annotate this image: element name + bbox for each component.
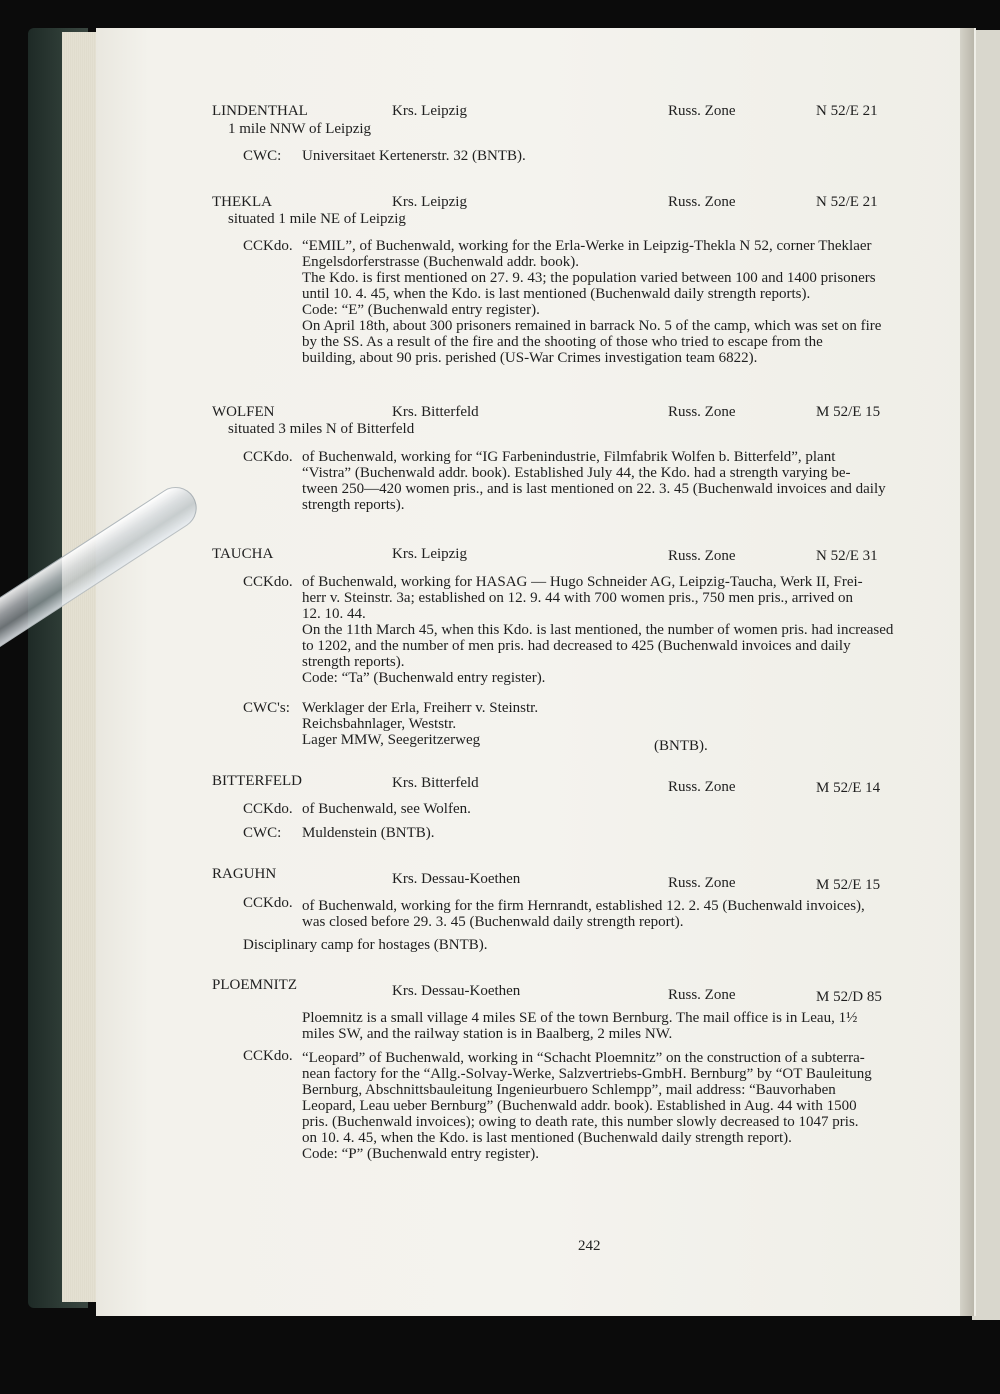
block-line: Lager MMW, Seegeritzerweg [302, 732, 481, 748]
entry-name: WOLFEN [212, 404, 275, 420]
entry-note: Disciplinary camp for hostages (BNTB). [243, 937, 488, 953]
entry-intro [302, 1010, 962, 1042]
entry-map-ref: N 52/E 31 [816, 548, 878, 564]
block-line: Bernburg, Abschnittsbauleitung Ingenieurbuero Schlempp”, mail address: “Bauvorhaben [302, 1082, 836, 1098]
block-line: Code: “Ta” (Buchenwald entry register). [302, 670, 546, 686]
block-line: was closed before 29. 3. 45 (Buchenwald daily strength report). [302, 914, 684, 930]
block-line: Engelsdorferstrasse (Buchenwald addr. book). [302, 254, 580, 270]
block-line: “Leopard” of Buchenwald, working in “Schacht Ploemnitz” on the construction of a subterra- [302, 1050, 865, 1066]
block-line: strength reports). [302, 497, 405, 513]
block-line: until 10. 4. 45, when the Kdo. is last mentioned (Buchenwald daily strength reports). [302, 286, 811, 302]
block-label: CWC's: [243, 700, 290, 716]
entry-name: LINDENTHAL [212, 103, 308, 119]
block-text [302, 574, 962, 686]
entry-location: situated 1 mile NE of Leipzig [228, 211, 406, 227]
block-line: 12. 10. 44. [302, 606, 366, 622]
entry-zone: Russ. Zone [668, 103, 736, 119]
entry-location: 1 mile NNW of Leipzig [228, 121, 372, 137]
entry-district: Krs. Dessau-Koethen [392, 983, 521, 999]
entry-district: Krs. Leipzig [392, 103, 467, 119]
entry-zone: Russ. Zone [668, 548, 736, 564]
entry-name: BITTERFELD [212, 773, 302, 789]
intro-line: Ploemnitz is a small village 4 miles SE of the town Bernburg. The mail office is in Leau, 1½ [302, 1010, 858, 1026]
block-line: pris. (Buchenwald invoices); owing to death rate, this number slowly decreased to 1047 pris. [302, 1114, 859, 1130]
entry-district: Krs. Leipzig [392, 546, 467, 562]
block-line: of Buchenwald, see Wolfen. [302, 801, 471, 817]
block-line: building, about 90 pris. perished (US-War Crimes investigation team 6822). [302, 350, 758, 366]
entry-district: Krs. Bitterfeld [392, 404, 479, 420]
block-line: On the 11th March 45, when this Kdo. is last mentioned, the number of women pris. had increased [302, 622, 894, 638]
entry-name: THEKLA [212, 194, 272, 210]
entry-zone: Russ. Zone [668, 404, 736, 420]
block-label: CCKdo. [243, 238, 293, 254]
block-line: herr v. Steinstr. 3a; established on 12. 9. 44 with 700 women pris., 750 men pris., arrived on [302, 590, 854, 606]
block-line: “EMIL”, of Buchenwald, working for the Erla-Werke in Leipzig-Thekla N 52, corner Theklaer [302, 238, 872, 254]
block-line: Code: “E” (Buchenwald entry register). [302, 302, 540, 318]
block-line: “Vistra” (Buchenwald addr. book). Established July 44, the Kdo. had a strength varying be- [302, 465, 851, 481]
block-line: to 1202, and the number of men pris. had decreased to 425 (Buchenwald invoices and daily [302, 638, 851, 654]
block-line: by the SS. As a result of the fire and the shooting of those who tried to escape from the [302, 334, 823, 350]
entry-name: RAGUHN [212, 866, 277, 882]
entry-district: Krs. Dessau-Koethen [392, 871, 521, 887]
block-line: The Kdo. is first mentioned on 27. 9. 43; the population varied between 100 and 1400 prisoners [302, 270, 876, 286]
block-label: CCKdo. [243, 1048, 293, 1064]
entry-location: situated 3 miles N of Bitterfeld [228, 421, 415, 437]
block-line: Universitaet Kertenerstr. 32 (BNTB). [302, 148, 526, 164]
entry-zone: Russ. Zone [668, 875, 736, 891]
block-line: strength reports). [302, 654, 405, 670]
block-label: CWC: [243, 825, 282, 841]
block-text [302, 1050, 962, 1162]
entry-district: Krs. Bitterfeld [392, 775, 479, 791]
gutter-shadow [960, 28, 974, 1316]
block-label: CWC: [243, 148, 282, 164]
block-line: Reichsbahnlager, Weststr. [302, 716, 457, 732]
block-line: of Buchenwald, working for “IG Farbenindustrie, Filmfabrik Wolfen b. Bitterfeld”, plant [302, 449, 836, 465]
entry-map-ref: N 52/E 21 [816, 103, 878, 119]
block-text [302, 898, 962, 930]
entry-map-ref: M 52/E 14 [816, 780, 881, 796]
block-text [302, 449, 962, 513]
entry-map-ref: M 52/E 15 [816, 404, 881, 420]
block-label: CCKdo. [243, 801, 293, 817]
block-line: of Buchenwald, working for the firm Hernrandt, established 12. 2. 45 (Buchenwald invoices), [302, 898, 865, 914]
entry-name: TAUCHA [212, 546, 274, 562]
block-label: CCKdo. [243, 574, 293, 590]
entry-map-ref: M 52/E 15 [816, 877, 881, 893]
block-line: Code: “P” (Buchenwald entry register). [302, 1146, 540, 1162]
block-line: Muldenstein (BNTB). [302, 825, 435, 841]
entry-zone: Russ. Zone [668, 194, 736, 210]
block-line: of Buchenwald, working for HASAG — Hugo Schneider AG, Leipzig-Taucha, Werk II, Frei- [302, 574, 863, 590]
block-line: Werklager der Erla, Freiherr v. Steinstr. [302, 700, 539, 716]
entry-name: PLOEMNITZ [212, 977, 297, 993]
entry-map-ref: M 52/D 85 [816, 989, 882, 1005]
block-label: CCKdo. [243, 895, 293, 911]
entry-map-ref: N 52/E 21 [816, 194, 878, 210]
page-number: 242 [578, 1238, 601, 1254]
block-text [302, 238, 962, 366]
block-label: CCKdo. [243, 449, 293, 465]
block-line: Leopard, Leau ueber Bernburg” (Buchenwald addr. book). Established in Aug. 44 with 1500 [302, 1098, 857, 1114]
intro-line: miles SW, and the railway station is in Baalberg, 2 miles NW. [302, 1026, 673, 1042]
facing-page-edge [972, 30, 1000, 1320]
block-suffix: (BNTB). [654, 738, 708, 754]
entry-district: Krs. Leipzig [392, 194, 467, 210]
block-line: tween 250—420 women pris., and is last mentioned on 22. 3. 45 (Buchenwald invoices and daily [302, 481, 886, 497]
block-line: nean factory for the “Allg.-Solvay-Werke, Salzvertriebs-GmbH. Bernburg” by “OT Bauleitung [302, 1066, 872, 1082]
block-line: on 10. 4. 45, when the Kdo. is last mentioned (Buchenwald daily strength report). [302, 1130, 792, 1146]
block-line: On April 18th, about 300 prisoners remained in barrack No. 5 of the camp, which was set on fire [302, 318, 882, 334]
entry-zone: Russ. Zone [668, 987, 736, 1003]
entry-zone: Russ. Zone [668, 779, 736, 795]
